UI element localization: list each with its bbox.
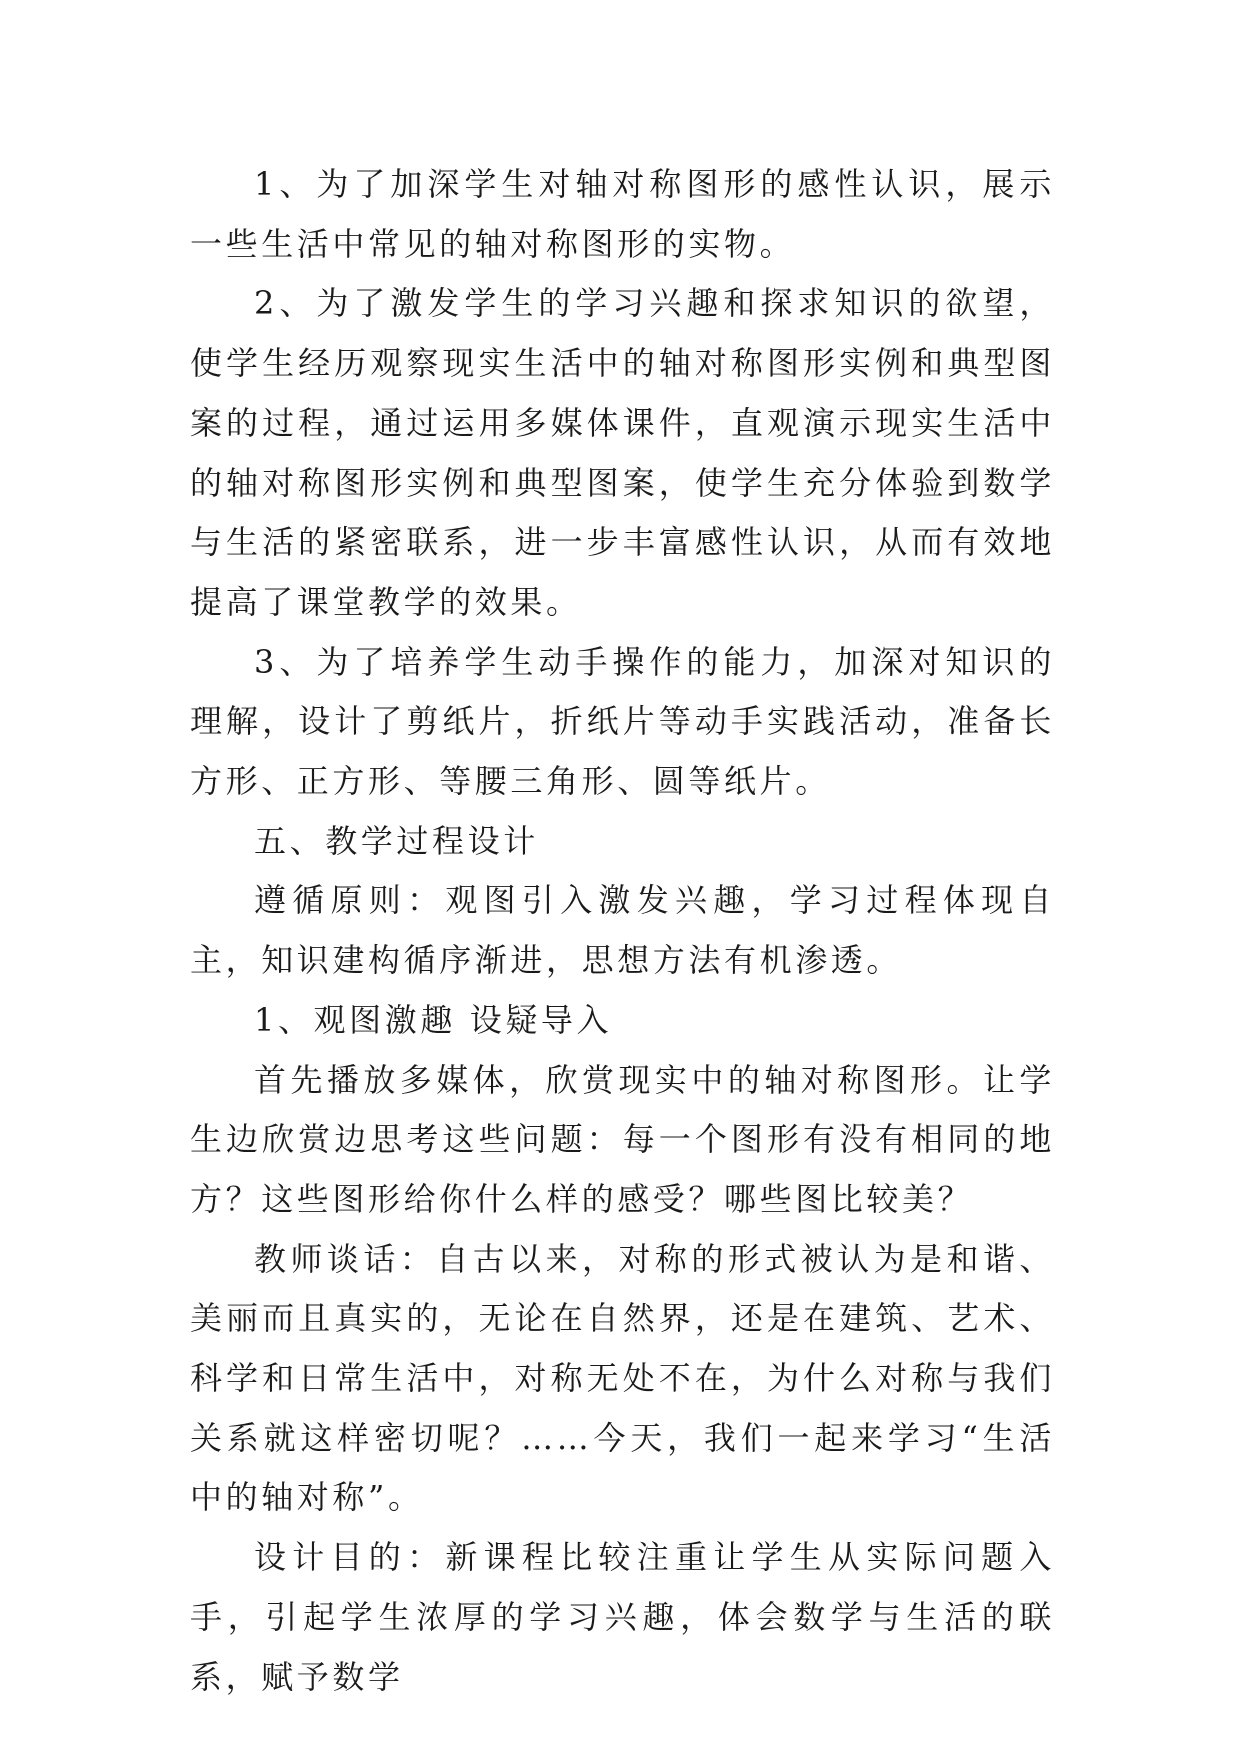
paragraph-multimedia: 首先播放多媒体，欣赏现实中的轴对称图形。让学生边欣赏边思考这些问题：每一个图形有没有相同的地方？这些图形给你什么样的感受？哪些图比较美？ — [190, 1060, 1055, 1218]
subsection-heading: 1、观图激趣 设疑导入 — [254, 1000, 613, 1039]
paragraph-design-purpose: 设计目的：新课程比较注重让学生从实际问题入手，引起学生浓厚的学习兴趣，体会数学与生活的联系，赋予数学 — [190, 1538, 1055, 1696]
paragraph-teacher-talk: 教师谈话：自古以来，对称的形式被认为是和谐、美丽而且真实的，无论在自然界，还是在建筑、艺术、科学和日常生活中，对称无处不在，为什么对称与我们关系就这样密切呢？……今天，我们一起来学习“生活中的轴对称”。 — [190, 1239, 1055, 1517]
paragraph-principles: 遵循原则：观图引入激发兴趣，学习过程体现自主，知识建构循序渐进，思想方法有机渗透。 — [190, 881, 1055, 980]
document-body — [190, 155, 1055, 1707]
section-heading: 五、教学过程设计 — [254, 821, 539, 860]
paragraph-material-3: 3、为了培养学生动手操作的能力，加深对知识的理解，设计了剪纸片，折纸片等动手实践活动，准备长方形、正方形、等腰三角形、圆等纸片。 — [190, 642, 1055, 801]
paragraph-material-1: 1、为了加深学生对轴对称图形的感性认识，展示一些生活中常见的轴对称图形的实物。 — [190, 165, 1055, 263]
paragraph-material-2: 2、为了激发学生的学习兴趣和探求知识的欲望，使学生经历观察现实生活中的轴对称图形实例和典型图案的过程，通过运用多媒体课件，直观演示现实生活中的轴对称图形实例和典型图案，使学生充分体验到数学与生活的紧密联系，进一步丰富感性认识，从而有效地提高了课堂教学的效果。 — [190, 284, 1055, 621]
